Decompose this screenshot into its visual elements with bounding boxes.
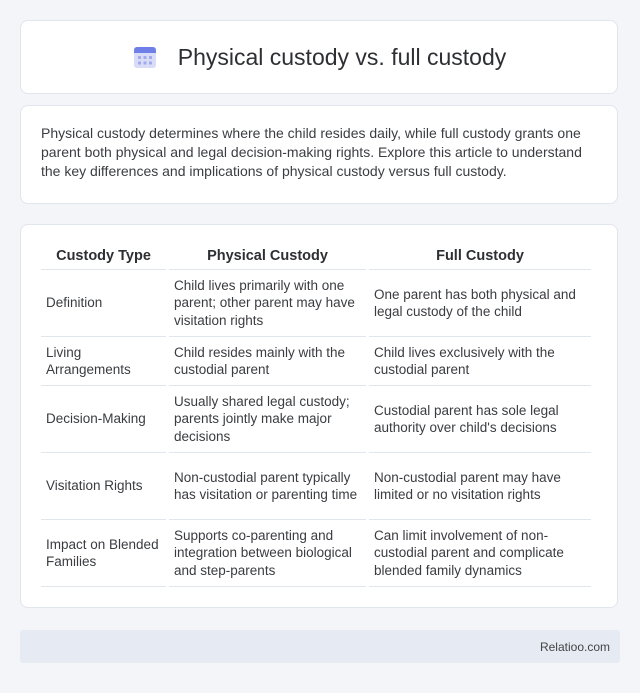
intro-text: Physical custody determines where the child resides daily, while full custody grants one parent both physical and legal decision-making rights. Explore this article to understand the key differences and implications of physical custody versus full custody. xyxy=(41,125,582,179)
table-row xyxy=(41,270,591,337)
table-cell: Visitation Rights xyxy=(41,453,166,520)
table-cell: Decision-Making xyxy=(41,386,166,453)
table-row xyxy=(41,337,591,386)
table-row xyxy=(41,386,591,453)
page-title: Physical custody vs. full custody xyxy=(177,43,507,70)
table-cell: Definition xyxy=(41,270,166,337)
table-cell: Living Arrangements xyxy=(41,337,166,386)
table-row xyxy=(41,520,591,587)
table-cell: Custodial parent has sole legal authority over child's decisions xyxy=(369,386,591,453)
table-cell: Non-custodial parent may have limited or no visitation rights xyxy=(369,453,591,520)
table-header-row xyxy=(41,243,591,270)
table-cell: Impact on Blended Families xyxy=(41,520,166,587)
table-cell: Child lives primarily with one parent; other parent may have visitation rights xyxy=(169,270,366,337)
table-cell: Can limit involvement of non-custodial parent and complicate blended family dynamics xyxy=(369,520,591,587)
intro-card xyxy=(20,105,618,204)
table-cell: Child lives exclusively with the custodial parent xyxy=(369,337,591,386)
table-cell: One parent has both physical and legal custody of the child xyxy=(369,270,591,337)
calendar-icon xyxy=(132,44,158,70)
table-card xyxy=(20,224,618,608)
table-cell: Usually shared legal custody; parents jointly make major decisions xyxy=(169,386,366,453)
comparison-table xyxy=(38,243,594,587)
footer-brand: Relatioo.com xyxy=(539,639,610,654)
table-cell: Non-custodial parent typically has visitation or parenting time xyxy=(169,453,366,520)
table-cell: Supports co-parenting and integration between biological and step-parents xyxy=(169,520,366,587)
table-cell: Child resides mainly with the custodial parent xyxy=(169,337,366,386)
table-row xyxy=(41,453,591,520)
footer xyxy=(20,630,620,663)
column-header: Full Custody xyxy=(369,243,591,270)
title-card xyxy=(20,20,618,94)
column-header: Physical Custody xyxy=(169,243,366,270)
column-header: Custody Type xyxy=(41,243,166,270)
